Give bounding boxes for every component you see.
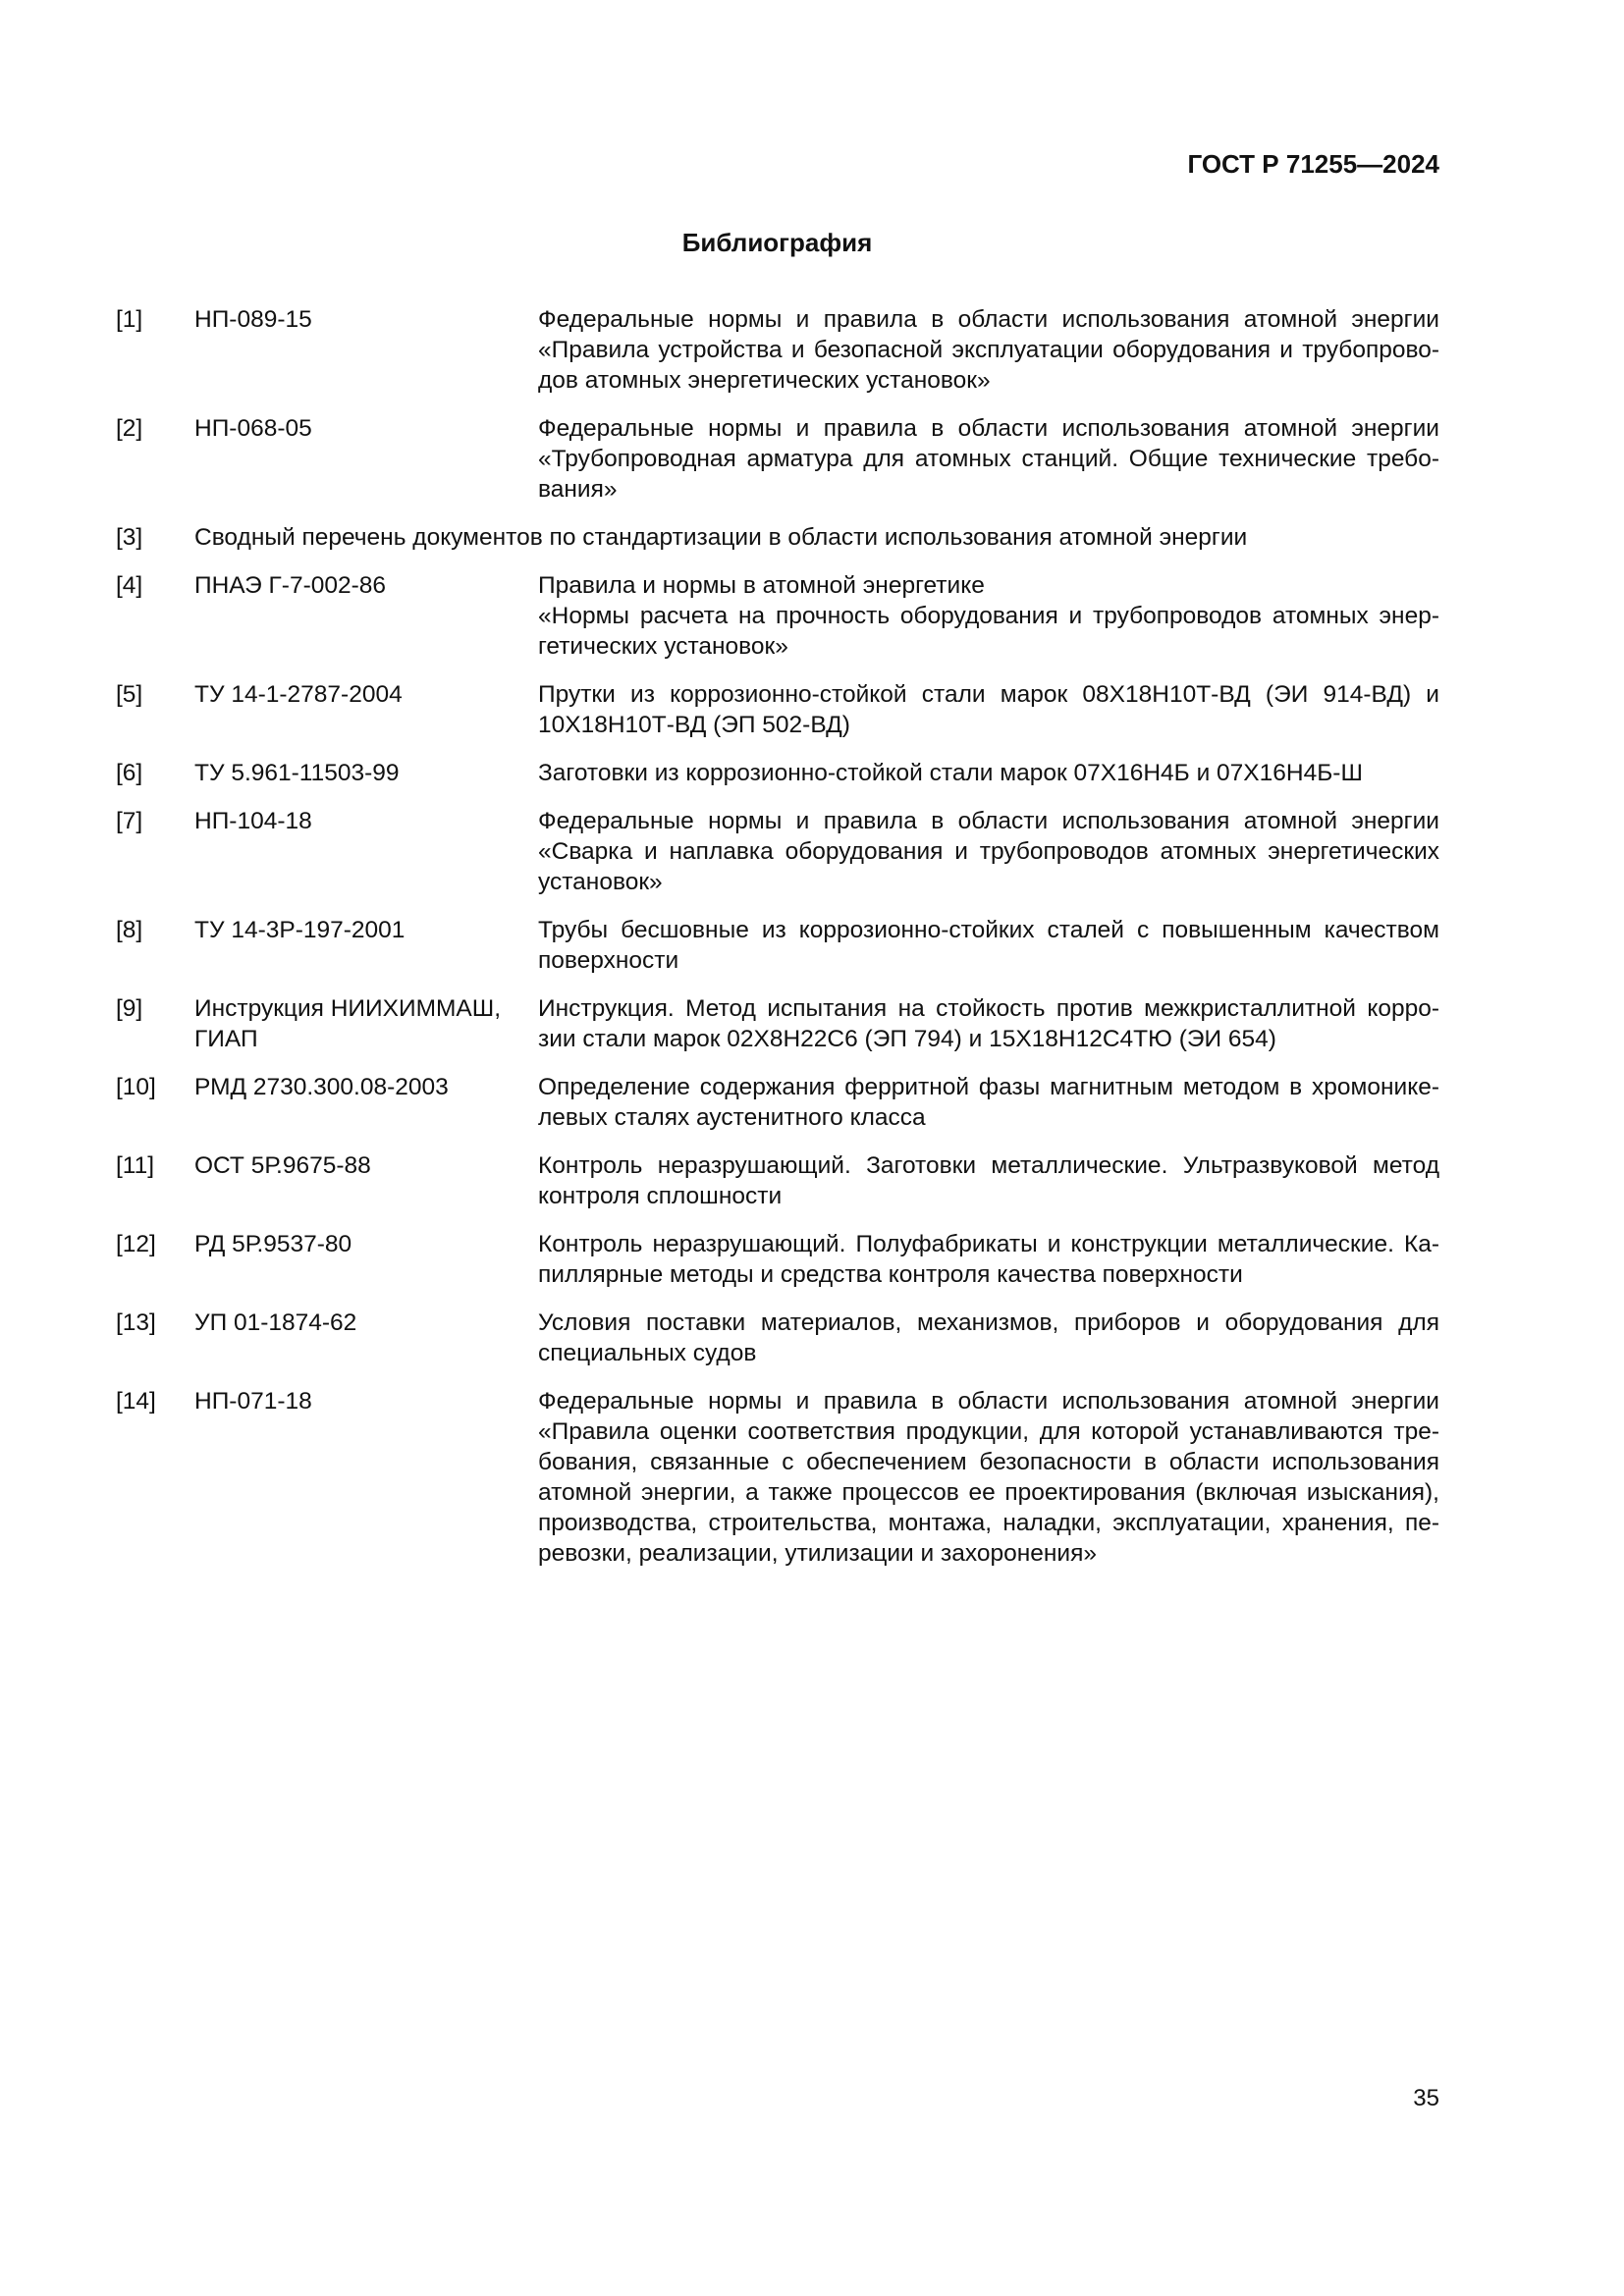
entry-number: [13] bbox=[116, 1309, 156, 1336]
entry-code-line: РМД 2730.300.08-2003 bbox=[194, 1074, 449, 1100]
page-number: 35 bbox=[1413, 2085, 1439, 2111]
entry-document-code bbox=[194, 1308, 538, 1368]
entry-description-line: установок» bbox=[538, 869, 663, 895]
entry-description-line: контроля сплошности bbox=[538, 1183, 783, 1209]
entry-number: [14] bbox=[116, 1388, 156, 1415]
entry-description-line: Контроль неразрушающий. Заготовки металлические. Ультразвуковой метод bbox=[538, 1152, 1439, 1179]
bibliography-list bbox=[116, 304, 1439, 1586]
entry-number: [1] bbox=[116, 306, 143, 333]
entry-document-code bbox=[194, 758, 538, 788]
entry-document-code bbox=[194, 1386, 538, 1569]
entry-description bbox=[538, 679, 1439, 740]
bibliography-entry bbox=[116, 1229, 1439, 1290]
entry-description-line: 10Х18Н10Т-ВД (ЭП 502-ВД) bbox=[538, 712, 850, 738]
entry-document-code bbox=[194, 915, 538, 976]
entry-description-line: Условия поставки материалов, механизмов, приборов и оборудования для bbox=[538, 1309, 1439, 1336]
entry-code-line: УП 01-1874-62 bbox=[194, 1309, 357, 1336]
entry-description-line: Федеральные нормы и правила в области использования атомной энергии bbox=[538, 415, 1439, 442]
entry-document-code bbox=[194, 1150, 538, 1211]
entry-code-line: РД 5Р.9537-80 bbox=[194, 1231, 352, 1257]
entry-number: [5] bbox=[116, 681, 143, 708]
entry-description-line: производства, строительства, монтажа, наладки, эксплуатации, хранения, пе- bbox=[538, 1510, 1439, 1536]
entry-description-line: «Сварка и наплавка оборудования и трубопроводов атомных энергетических bbox=[538, 838, 1439, 865]
entry-description-line: атомной энергии, а также процессов ее проектирования (включая изыскания), bbox=[538, 1479, 1439, 1506]
entry-description bbox=[538, 570, 1439, 662]
entry-description-line: Правила и нормы в атомной энергетике bbox=[538, 572, 985, 599]
entry-document-code bbox=[194, 806, 538, 897]
entry-description-line: «Правила устройства и безопасной эксплуатации оборудования и трубопрово- bbox=[538, 337, 1439, 363]
entry-description-line: пиллярные методы и средства контроля качества поверхности bbox=[538, 1261, 1243, 1288]
entry-description bbox=[538, 1150, 1439, 1211]
entry-number: [10] bbox=[116, 1074, 156, 1100]
entry-code-line: ОСТ 5Р.9675-88 bbox=[194, 1152, 371, 1179]
entry-description-line: ревозки, реализации, утилизации и захоронения» bbox=[538, 1540, 1098, 1567]
entry-description-line: «Трубопроводная арматура для атомных станций. Общие технические требо- bbox=[538, 446, 1439, 472]
entry-description-line: Прутки из коррозионно-стойкой стали марок 08Х18Н10Т-ВД (ЭИ 914-ВД) и bbox=[538, 681, 1439, 708]
entry-document-code bbox=[194, 304, 538, 396]
entry-description bbox=[538, 915, 1439, 976]
entry-description-line: Трубы бесшовные из коррозионно-стойких сталей с повышенным качеством bbox=[538, 917, 1439, 943]
entry-description-line: Федеральные нормы и правила в области использования атомной энергии bbox=[538, 808, 1439, 834]
entry-description bbox=[538, 993, 1439, 1054]
entry-number: [12] bbox=[116, 1231, 156, 1257]
entry-description-line: гетических установок» bbox=[538, 633, 788, 660]
entry-code-line: НП-104-18 bbox=[194, 808, 312, 834]
entry-description bbox=[538, 1386, 1439, 1569]
bibliography-entry bbox=[116, 915, 1439, 976]
bibliography-entry bbox=[116, 993, 1439, 1054]
entry-description-line: «Правила оценки соответствия продукции, для которой устанавливаются тре- bbox=[538, 1418, 1439, 1445]
entry-description bbox=[538, 413, 1439, 505]
entry-number: [7] bbox=[116, 808, 143, 834]
entry-document-code bbox=[194, 413, 538, 505]
entry-description bbox=[538, 758, 1439, 788]
entry-code-line: ГИАП bbox=[194, 1026, 258, 1052]
entry-number: [8] bbox=[116, 917, 143, 943]
bibliography-entry bbox=[116, 806, 1439, 897]
entry-description bbox=[538, 304, 1439, 396]
bibliography-entry bbox=[116, 522, 1439, 553]
entry-code-line: НП-089-15 bbox=[194, 306, 312, 333]
bibliography-entry bbox=[116, 758, 1439, 788]
bibliography-entry bbox=[116, 1150, 1439, 1211]
entry-document-code bbox=[194, 570, 538, 662]
entry-code-line: ТУ 14-3Р-197-2001 bbox=[194, 917, 406, 943]
entry-description-line: Заготовки из коррозионно-стойкой стали марок 07Х16Н4Б и 07Х16Н4Б-Ш bbox=[538, 760, 1363, 786]
bibliography-entry bbox=[116, 570, 1439, 662]
bibliography-entry bbox=[116, 679, 1439, 740]
entry-code-line: НП-068-05 bbox=[194, 415, 312, 442]
entry-number: [9] bbox=[116, 995, 143, 1022]
entry-document-code bbox=[194, 1072, 538, 1133]
entry-code-line: ТУ 14-1-2787-2004 bbox=[194, 681, 403, 708]
page-title: Библиография bbox=[681, 228, 873, 257]
bibliography-entry bbox=[116, 1308, 1439, 1368]
entry-description-line: Инструкция. Метод испытания на стойкость против межкристаллитной корро- bbox=[538, 995, 1439, 1022]
entry-number: [11] bbox=[116, 1152, 155, 1179]
entry-description bbox=[538, 1229, 1439, 1290]
entry-description-line: «Нормы расчета на прочность оборудования и трубопроводов атомных энер- bbox=[538, 603, 1439, 629]
entry-number: [6] bbox=[116, 760, 143, 786]
entry-description-line: Контроль неразрушающий. Полуфабрикаты и конструкции металлические. Ка- bbox=[538, 1231, 1439, 1257]
entry-document-code bbox=[194, 679, 538, 740]
entry-description-line: бования, связанные с обеспечением безопасности в области использования bbox=[538, 1449, 1439, 1475]
entry-description-line: дов атомных энергетических установок» bbox=[538, 367, 991, 394]
entry-number: [4] bbox=[116, 572, 143, 599]
entry-description-line: Федеральные нормы и правила в области использования атомной энергии bbox=[538, 306, 1439, 333]
entry-code-line: ТУ 5.961-11503-99 bbox=[194, 760, 400, 786]
entry-number: [3] bbox=[116, 524, 143, 551]
entry-description-line: Определение содержания ферритной фазы магнитным методом в хромонике- bbox=[538, 1074, 1439, 1100]
entry-number: [2] bbox=[116, 415, 143, 442]
entry-description bbox=[538, 1072, 1439, 1133]
entry-document-code bbox=[194, 1229, 538, 1290]
entry-description-line: специальных судов bbox=[538, 1340, 757, 1366]
entry-description bbox=[538, 1308, 1439, 1368]
entry-description-line: зии стали марок 02Х8Н22С6 (ЭП 794) и 15Х18Н12С4ТЮ (ЭИ 654) bbox=[538, 1026, 1276, 1052]
entry-code-line: ПНАЭ Г-7-002-86 bbox=[194, 572, 387, 599]
entry-description-line: поверхности bbox=[538, 947, 679, 974]
entry-description-line: Федеральные нормы и правила в области использования атомной энергии bbox=[538, 1388, 1439, 1415]
entry-code-line: НП-071-18 bbox=[194, 1388, 312, 1415]
entry-document-code bbox=[194, 993, 538, 1054]
document-code: ГОСТ Р 71255—2024 bbox=[1187, 149, 1439, 179]
bibliography-entry bbox=[116, 413, 1439, 505]
entry-description bbox=[538, 806, 1439, 897]
bibliography-entry bbox=[116, 304, 1439, 396]
entry-full-text: Сводный перечень документов по стандартизации в области использования атомной энергии bbox=[194, 524, 1248, 551]
entry-code-line: Инструкция НИИХИММАШ, bbox=[194, 995, 502, 1022]
entry-description-line: вания» bbox=[538, 476, 618, 503]
bibliography-entry bbox=[116, 1072, 1439, 1133]
bibliography-entry bbox=[116, 1386, 1439, 1569]
entry-description-line: левых сталях аустенитного класса bbox=[538, 1104, 926, 1131]
